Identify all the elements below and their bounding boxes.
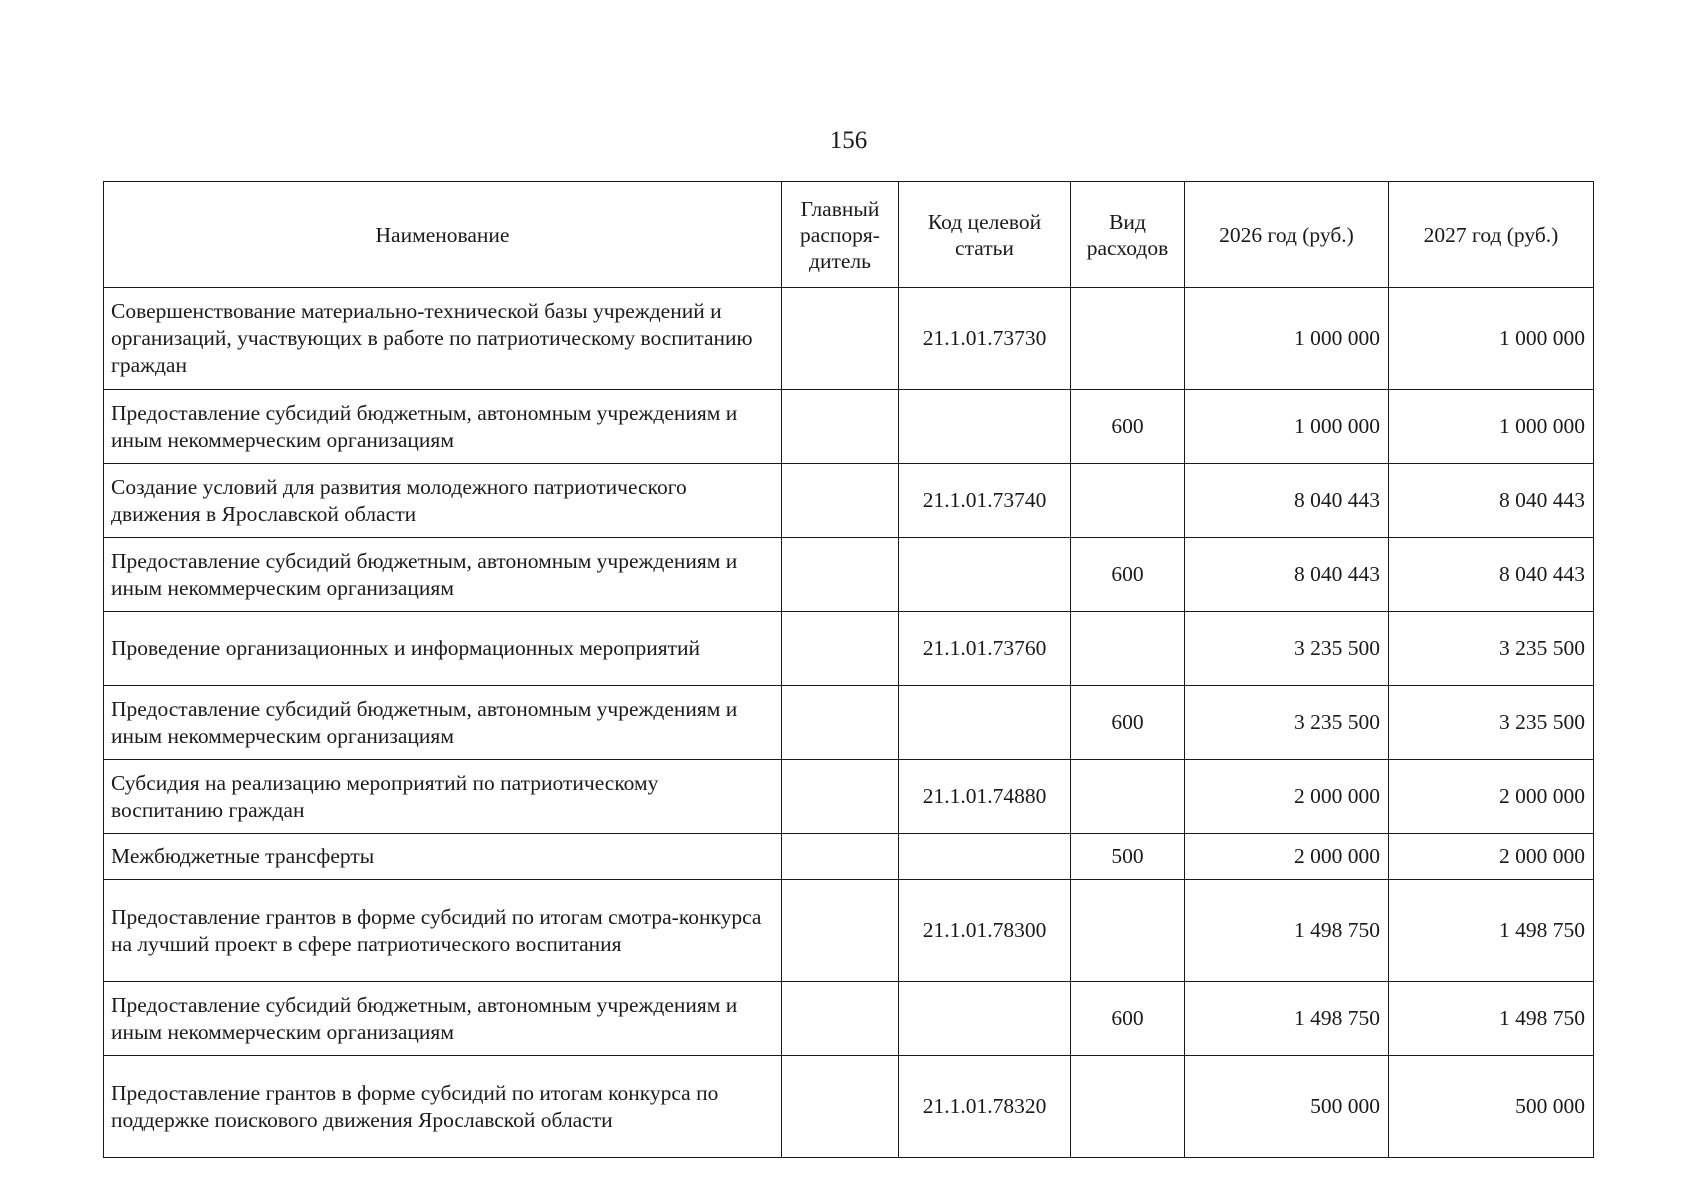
row-type xyxy=(1071,1056,1185,1158)
row-amount-2026: 3 235 500 xyxy=(1185,612,1389,686)
table-row xyxy=(104,464,1594,538)
row-amount-2027: 2 000 000 xyxy=(1389,760,1594,834)
table-row xyxy=(104,288,1594,390)
header-name: Наименование xyxy=(104,182,782,288)
row-amount-2026: 8 040 443 xyxy=(1185,538,1389,612)
row-amount-2027: 8 040 443 xyxy=(1389,538,1594,612)
row-type: 600 xyxy=(1071,390,1185,464)
row-amount-2027: 1 498 750 xyxy=(1389,982,1594,1056)
row-code xyxy=(899,834,1071,880)
row-manager xyxy=(782,686,899,760)
row-name: Предоставление грантов в форме субсидий по итогам смотра-конкурса на лучший проект в сфере патриотического воспитания xyxy=(104,880,782,982)
header-type: Вид расходов xyxy=(1071,182,1185,288)
row-amount-2027: 1 000 000 xyxy=(1389,288,1594,390)
row-amount-2026: 8 040 443 xyxy=(1185,464,1389,538)
row-name: Создание условий для развития молодежного патриотического движения в Ярославской области xyxy=(104,464,782,538)
header-2026: 2026 год (руб.) xyxy=(1185,182,1389,288)
row-manager xyxy=(782,982,899,1056)
row-name: Предоставление грантов в форме субсидий по итогам конкурса по поддержке поискового движения Ярославской области xyxy=(104,1056,782,1158)
row-type xyxy=(1071,464,1185,538)
header-manager: Главный распоря-дитель xyxy=(782,182,899,288)
row-name: Предоставление субсидий бюджетным, автономным учреждениям и иным некоммерческим организациям xyxy=(104,390,782,464)
row-amount-2027: 500 000 xyxy=(1389,1056,1594,1158)
table-row xyxy=(104,538,1594,612)
row-code: 21.1.01.73760 xyxy=(899,612,1071,686)
row-amount-2026: 1 000 000 xyxy=(1185,288,1389,390)
table-row xyxy=(104,760,1594,834)
table-row xyxy=(104,686,1594,760)
row-type xyxy=(1071,288,1185,390)
row-amount-2026: 2 000 000 xyxy=(1185,760,1389,834)
row-manager xyxy=(782,760,899,834)
table-row xyxy=(104,834,1594,880)
row-type: 600 xyxy=(1071,982,1185,1056)
header-2027: 2027 год (руб.) xyxy=(1389,182,1594,288)
row-manager xyxy=(782,834,899,880)
budget-table xyxy=(103,181,1594,1158)
row-type: 500 xyxy=(1071,834,1185,880)
row-code xyxy=(899,982,1071,1056)
row-name: Предоставление субсидий бюджетным, автономным учреждениям и иным некоммерческим организациям xyxy=(104,982,782,1056)
row-amount-2026: 3 235 500 xyxy=(1185,686,1389,760)
row-manager xyxy=(782,880,899,982)
row-manager xyxy=(782,390,899,464)
row-manager xyxy=(782,464,899,538)
row-code: 21.1.01.73730 xyxy=(899,288,1071,390)
row-name: Межбюджетные трансферты xyxy=(104,834,782,880)
row-name: Субсидия на реализацию мероприятий по патриотическому воспитанию граждан xyxy=(104,760,782,834)
row-name: Проведение организационных и информационных мероприятий xyxy=(104,612,782,686)
row-type: 600 xyxy=(1071,686,1185,760)
row-code: 21.1.01.74880 xyxy=(899,760,1071,834)
table-row xyxy=(104,982,1594,1056)
row-manager xyxy=(782,1056,899,1158)
row-manager xyxy=(782,288,899,390)
row-code xyxy=(899,686,1071,760)
row-type xyxy=(1071,880,1185,982)
table-header-row xyxy=(104,182,1594,288)
page-number: 156 xyxy=(829,127,868,154)
row-manager xyxy=(782,612,899,686)
row-amount-2026: 2 000 000 xyxy=(1185,834,1389,880)
row-code xyxy=(899,538,1071,612)
row-name: Предоставление субсидий бюджетным, автономным учреждениям и иным некоммерческим организациям xyxy=(104,538,782,612)
table-row xyxy=(104,880,1594,982)
row-type: 600 xyxy=(1071,538,1185,612)
row-amount-2027: 3 235 500 xyxy=(1389,686,1594,760)
table-row xyxy=(104,390,1594,464)
row-manager xyxy=(782,538,899,612)
row-amount-2026: 1 498 750 xyxy=(1185,982,1389,1056)
row-amount-2026: 500 000 xyxy=(1185,1056,1389,1158)
row-code xyxy=(899,390,1071,464)
row-type xyxy=(1071,612,1185,686)
row-name: Предоставление субсидий бюджетным, автономным учреждениям и иным некоммерческим организациям xyxy=(104,686,782,760)
header-code: Код целевой статьи xyxy=(899,182,1071,288)
row-amount-2026: 1 498 750 xyxy=(1185,880,1389,982)
row-type xyxy=(1071,760,1185,834)
row-amount-2027: 8 040 443 xyxy=(1389,464,1594,538)
row-amount-2026: 1 000 000 xyxy=(1185,390,1389,464)
row-amount-2027: 1 498 750 xyxy=(1389,880,1594,982)
row-amount-2027: 1 000 000 xyxy=(1389,390,1594,464)
row-code: 21.1.01.78300 xyxy=(899,880,1071,982)
row-amount-2027: 2 000 000 xyxy=(1389,834,1594,880)
row-code: 21.1.01.78320 xyxy=(899,1056,1071,1158)
table-row xyxy=(104,612,1594,686)
row-name: Совершенствование материально-технической базы учреждений и организаций, участвующих в работе по патриотическому воспитанию граждан xyxy=(104,288,782,390)
row-amount-2027: 3 235 500 xyxy=(1389,612,1594,686)
table-row xyxy=(104,1056,1594,1158)
row-code: 21.1.01.73740 xyxy=(899,464,1071,538)
